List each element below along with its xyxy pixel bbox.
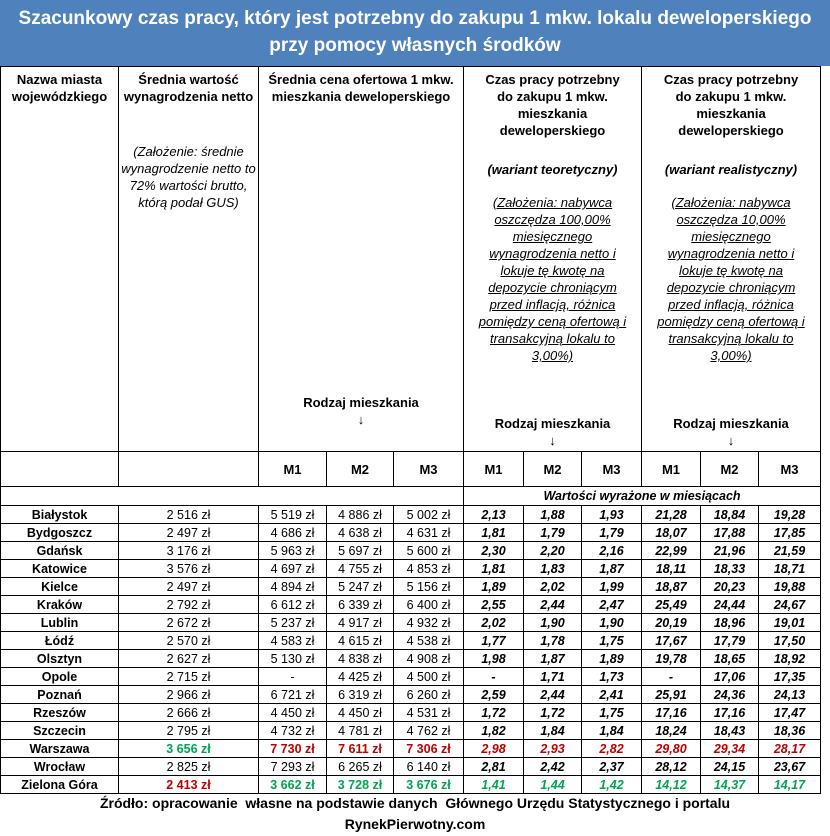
- cell-r3: 24,67: [759, 596, 821, 614]
- cell-t3: 1,99: [582, 578, 642, 596]
- cell-t2: 1,90: [524, 614, 582, 632]
- cell-city: Warszawa: [1, 740, 119, 758]
- cell-salary: 2 413 zł: [119, 776, 259, 794]
- table-row: [1, 704, 821, 722]
- cell-city: Kielce: [1, 578, 119, 596]
- cell-p2: 6 265 zł: [327, 758, 394, 776]
- cell-p1: 4 686 zł: [259, 524, 327, 542]
- cell-p2: 6 319 zł: [327, 686, 394, 704]
- cell-p2: 4 615 zł: [327, 632, 394, 650]
- cell-t1: 1,41: [464, 776, 524, 794]
- cell-r1: 18,24: [642, 722, 701, 740]
- header-time-realistic: Czas pracy potrzebny do zakupu 1 mkw. mieszkania deweloperskiego (wariant realistyczny) (Założenia: nabywca oszczędza 10,00% miesięcznego wynagrodzenia netto i lokuje tę kwotę na depozycie chroniącym przed inflacją, różnica pomiędzy ceną ofertową i transakcyjną lokalu to 3,00%) Rodzaj mieszkania ↓: [642, 67, 821, 452]
- cell-r3: 19,28: [759, 506, 821, 524]
- cell-p3: 4 853 zł: [394, 560, 464, 578]
- cell-p1: 5 130 zł: [259, 650, 327, 668]
- cell-r3: 17,47: [759, 704, 821, 722]
- header-salary: Średnia wartość wynagrodzenia netto (Założenie: średnie wynagrodzenie netto to 72% wartości brutto, którą podał GUS): [119, 67, 259, 452]
- cell-t2: 2,02: [524, 578, 582, 596]
- cell-city: Rzeszów: [1, 704, 119, 722]
- col-real-m1: M1: [642, 452, 701, 487]
- note-realistic: (Założenia: nabywca oszczędza 10,00% miesięcznego wynagrodzenia netto i lokuje tę kwotę na depozycie chroniącym przed inflacją, różnica pomiędzy ceną ofertową i transakcyjną lokalu to 3,00%): [657, 195, 805, 363]
- cell-r3: 23,67: [759, 758, 821, 776]
- cell-t1: 1,81: [464, 560, 524, 578]
- cell-t1: 2,30: [464, 542, 524, 560]
- cell-salary: 2 570 zł: [119, 632, 259, 650]
- cell-r1: -: [642, 668, 701, 686]
- cell-t3: 2,37: [582, 758, 642, 776]
- cell-p2: 4 450 zł: [327, 704, 394, 722]
- type-label-price: Rodzaj mieszkania: [303, 395, 419, 410]
- cell-p3: 3 676 zł: [394, 776, 464, 794]
- cell-t3: 2,82: [582, 740, 642, 758]
- cell-t3: 1,75: [582, 704, 642, 722]
- cell-salary: 2 516 zł: [119, 506, 259, 524]
- cell-city: Zielona Góra: [1, 776, 119, 794]
- cell-p1: 5 963 zł: [259, 542, 327, 560]
- cell-t1: 1,89: [464, 578, 524, 596]
- cell-t2: 2,42: [524, 758, 582, 776]
- cell-r2: 24,44: [701, 596, 759, 614]
- arrow-down-icon: ↓: [549, 433, 556, 448]
- cell-t3: 2,16: [582, 542, 642, 560]
- cell-p1: 7 730 zł: [259, 740, 327, 758]
- cell-t1: 1,82: [464, 722, 524, 740]
- cell-city: Łódź: [1, 632, 119, 650]
- cell-p2: 6 339 zł: [327, 596, 394, 614]
- table-row: [1, 686, 821, 704]
- cell-t3: 1,93: [582, 506, 642, 524]
- cell-r2: 18,43: [701, 722, 759, 740]
- cell-r1: 21,28: [642, 506, 701, 524]
- cell-t2: 2,44: [524, 596, 582, 614]
- cell-r3: 19,01: [759, 614, 821, 632]
- cell-r1: 25,91: [642, 686, 701, 704]
- cell-p3: 4 762 zł: [394, 722, 464, 740]
- table-row: [1, 650, 821, 668]
- units-label: Wartości wyrażone w miesiącach: [464, 487, 821, 506]
- cell-t3: 1,90: [582, 614, 642, 632]
- cell-r1: 17,16: [642, 704, 701, 722]
- cell-t1: 1,72: [464, 704, 524, 722]
- arrow-down-icon: ↓: [357, 412, 365, 427]
- cell-p3: 6 140 zł: [394, 758, 464, 776]
- cell-t2: 1,71: [524, 668, 582, 686]
- cell-p1: 7 293 zł: [259, 758, 327, 776]
- cell-p2: 3 728 zł: [327, 776, 394, 794]
- cell-r2: 17,06: [701, 668, 759, 686]
- cell-t1: 2,13: [464, 506, 524, 524]
- col-price-m1: M1: [259, 452, 327, 487]
- table-row: [1, 524, 821, 542]
- cell-p3: 4 932 zł: [394, 614, 464, 632]
- cell-salary: 2 795 zł: [119, 722, 259, 740]
- cell-r2: 17,79: [701, 632, 759, 650]
- table-title: Szacunkowy czas pracy, który jest potrzebny do zakupu 1 mkw. lokalu deweloperskiego przy pomocy własnych środków: [0, 0, 830, 66]
- salary-note: (Założenie: średnie wynagrodzenie netto to 72% wartości brutto, którą podał GUS): [121, 144, 256, 210]
- cell-salary: 3 656 zł: [119, 740, 259, 758]
- cell-t1: 2,02: [464, 614, 524, 632]
- cell-p1: -: [259, 668, 327, 686]
- cell-t1: 2,55: [464, 596, 524, 614]
- cell-r1: 18,11: [642, 560, 701, 578]
- cell-p3: 7 306 zł: [394, 740, 464, 758]
- cell-p1: 4 894 zł: [259, 578, 327, 596]
- cell-r3: 28,17: [759, 740, 821, 758]
- cell-t3: 1,75: [582, 632, 642, 650]
- cell-p2: 4 838 zł: [327, 650, 394, 668]
- col-theor-m3: M3: [582, 452, 642, 487]
- cell-r3: 17,35: [759, 668, 821, 686]
- cell-city: Bydgoszcz: [1, 524, 119, 542]
- cell-p3: 5 002 zł: [394, 506, 464, 524]
- cell-t2: 1,83: [524, 560, 582, 578]
- header-city-cont: [1, 452, 119, 487]
- header-city: Nazwa miasta wojewódzkiego: [1, 67, 119, 452]
- cell-t3: 1,87: [582, 560, 642, 578]
- cell-t3: 1,79: [582, 524, 642, 542]
- type-label-realistic: Rodzaj mieszkania: [673, 416, 789, 431]
- cell-salary: 2 966 zł: [119, 686, 259, 704]
- cell-salary: 3 176 zł: [119, 542, 259, 560]
- cell-t1: 2,59: [464, 686, 524, 704]
- col-price-m3: M3: [394, 452, 464, 487]
- cell-t2: 1,78: [524, 632, 582, 650]
- cell-r3: 18,36: [759, 722, 821, 740]
- note-theoretical: (Założenia: nabywca oszczędza 100,00% miesięcznego wynagrodzenia netto i lokuje tę kwotę na depozycie chroniącym przed inflacją, różnica pomiędzy ceną ofertową i transakcyjną lokalu to 3,00%): [478, 195, 627, 363]
- cell-city: Poznań: [1, 686, 119, 704]
- cell-salary: 2 666 zł: [119, 704, 259, 722]
- table-row: [1, 542, 821, 560]
- cell-p2: 4 425 zł: [327, 668, 394, 686]
- cell-t3: 2,41: [582, 686, 642, 704]
- cell-t1: 2,98: [464, 740, 524, 758]
- cell-p3: 5 156 zł: [394, 578, 464, 596]
- cell-p3: 4 631 zł: [394, 524, 464, 542]
- cell-t3: 1,73: [582, 668, 642, 686]
- cell-t2: 2,20: [524, 542, 582, 560]
- table-row: [1, 596, 821, 614]
- cell-p1: 6 612 zł: [259, 596, 327, 614]
- cell-t3: 1,89: [582, 650, 642, 668]
- cell-t1: 1,77: [464, 632, 524, 650]
- cell-t2: 2,93: [524, 740, 582, 758]
- cell-p3: 6 400 zł: [394, 596, 464, 614]
- cell-salary: 2 497 zł: [119, 524, 259, 542]
- variant-realistic: (wariant realistyczny): [664, 162, 798, 177]
- source-footer: [0, 793, 830, 835]
- cell-r1: 20,19: [642, 614, 701, 632]
- cell-salary: 3 576 zł: [119, 560, 259, 578]
- cell-t3: 1,84: [582, 722, 642, 740]
- col-price-m2: M2: [327, 452, 394, 487]
- cell-r1: 19,78: [642, 650, 701, 668]
- cell-r3: 17,50: [759, 632, 821, 650]
- arrow-down-icon: ↓: [727, 433, 735, 448]
- cell-t2: 1,87: [524, 650, 582, 668]
- cell-r2: 18,84: [701, 506, 759, 524]
- cell-city: Lublin: [1, 614, 119, 632]
- col-theor-m1: M1: [464, 452, 524, 487]
- cell-r2: 29,34: [701, 740, 759, 758]
- cell-city: Olsztyn: [1, 650, 119, 668]
- cell-r1: 18,87: [642, 578, 701, 596]
- cell-p1: 3 662 zł: [259, 776, 327, 794]
- table-row: [1, 614, 821, 632]
- cell-salary: 2 792 zł: [119, 596, 259, 614]
- table-row: [1, 740, 821, 758]
- cell-r2: 17,88: [701, 524, 759, 542]
- data-table: [0, 66, 821, 794]
- cell-r3: 24,13: [759, 686, 821, 704]
- cell-r2: 24,15: [701, 758, 759, 776]
- col-real-m2: M2: [701, 452, 759, 487]
- header-salary-cont: [119, 452, 259, 487]
- table-row: [1, 632, 821, 650]
- header-price: Średnia cena ofertowa 1 mkw. mieszkania deweloperskiego Rodzaj mieszkania ↓: [259, 67, 464, 452]
- cell-r1: 18,07: [642, 524, 701, 542]
- cell-city: Białystok: [1, 506, 119, 524]
- cell-t1: 1,81: [464, 524, 524, 542]
- cell-p3: 4 908 zł: [394, 650, 464, 668]
- cell-r2: 14,37: [701, 776, 759, 794]
- cell-p1: 5 237 zł: [259, 614, 327, 632]
- cell-t2: 1,44: [524, 776, 582, 794]
- col-real-m3: M3: [759, 452, 821, 487]
- cell-p3: 4 531 zł: [394, 704, 464, 722]
- cell-salary: 2 672 zł: [119, 614, 259, 632]
- footer-line-2: RynekPierwotny.com: [344, 816, 486, 832]
- cell-p1: 4 583 zł: [259, 632, 327, 650]
- cell-city: Wrocław: [1, 758, 119, 776]
- cell-p2: 7 611 zł: [327, 740, 394, 758]
- cell-r1: 28,12: [642, 758, 701, 776]
- cell-p3: 5 600 zł: [394, 542, 464, 560]
- cell-r1: 25,49: [642, 596, 701, 614]
- cell-t2: 1,72: [524, 704, 582, 722]
- table-row: [1, 506, 821, 524]
- cell-t1: 1,98: [464, 650, 524, 668]
- cell-t2: 2,44: [524, 686, 582, 704]
- cell-city: Katowice: [1, 560, 119, 578]
- cell-r3: 18,71: [759, 560, 821, 578]
- table-row: [1, 578, 821, 596]
- cell-t2: 1,88: [524, 506, 582, 524]
- cell-p3: 4 538 zł: [394, 632, 464, 650]
- cell-r2: 24,36: [701, 686, 759, 704]
- variant-theoretical: (wariant teoretyczny): [487, 162, 618, 177]
- cell-r3: 19,88: [759, 578, 821, 596]
- cell-r1: 14,12: [642, 776, 701, 794]
- cell-p1: 4 732 zł: [259, 722, 327, 740]
- cell-salary: 2 627 zł: [119, 650, 259, 668]
- cell-r3: 18,92: [759, 650, 821, 668]
- cell-r2: 18,96: [701, 614, 759, 632]
- cell-p2: 4 886 zł: [327, 506, 394, 524]
- cell-p2: 4 638 zł: [327, 524, 394, 542]
- cell-r2: 17,16: [701, 704, 759, 722]
- cell-t1: 2,81: [464, 758, 524, 776]
- footer-line-1: Źródło: opracowanie własne na podstawie danych Głównego Urzędu Statystycznego i portalu: [99, 795, 731, 811]
- cell-t2: 1,84: [524, 722, 582, 740]
- table-row: [1, 668, 821, 686]
- cell-r2: 18,33: [701, 560, 759, 578]
- table-row: [1, 758, 821, 776]
- cell-city: Szczecin: [1, 722, 119, 740]
- cell-r2: 21,96: [701, 542, 759, 560]
- cell-p3: 6 260 zł: [394, 686, 464, 704]
- table-row: [1, 722, 821, 740]
- cell-p1: 5 519 zł: [259, 506, 327, 524]
- cell-p1: 6 721 zł: [259, 686, 327, 704]
- cell-salary: 2 497 zł: [119, 578, 259, 596]
- cell-salary: 2 715 zł: [119, 668, 259, 686]
- units-spacer: [1, 487, 464, 506]
- cell-p1: 4 697 zł: [259, 560, 327, 578]
- table-row: [1, 776, 821, 794]
- col-theor-m2: M2: [524, 452, 582, 487]
- cell-p3: 4 500 zł: [394, 668, 464, 686]
- cell-r1: 29,80: [642, 740, 701, 758]
- cell-r1: 22,99: [642, 542, 701, 560]
- cell-r3: 14,17: [759, 776, 821, 794]
- cell-p2: 4 755 zł: [327, 560, 394, 578]
- cell-t3: 1,42: [582, 776, 642, 794]
- cell-p2: 5 697 zł: [327, 542, 394, 560]
- cell-t2: 1,79: [524, 524, 582, 542]
- cell-salary: 2 825 zł: [119, 758, 259, 776]
- cell-p2: 4 917 zł: [327, 614, 394, 632]
- cell-p1: 4 450 zł: [259, 704, 327, 722]
- cell-r2: 20,23: [701, 578, 759, 596]
- cell-r3: 21,59: [759, 542, 821, 560]
- cell-city: Opole: [1, 668, 119, 686]
- header-time-theoretical: Czas pracy potrzebny do zakupu 1 mkw. mieszkania deweloperskiego (wariant teoretyczny) (Założenia: nabywca oszczędza 100,00% miesięcznego wynagrodzenia netto i lokuje tę kwotę na depozycie chroniącym przed inflacją, różnica pomiędzy ceną ofertową i transakcyjną lokalu to 3,00%) Rodzaj mieszkania ↓: [464, 67, 642, 452]
- cell-p2: 4 781 zł: [327, 722, 394, 740]
- cell-r2: 18,65: [701, 650, 759, 668]
- cell-p2: 5 247 zł: [327, 578, 394, 596]
- table-row: [1, 560, 821, 578]
- cell-city: Gdańsk: [1, 542, 119, 560]
- cell-r3: 17,85: [759, 524, 821, 542]
- cell-t1: -: [464, 668, 524, 686]
- table-body: [1, 506, 821, 794]
- type-label-theoretical: Rodzaj mieszkania: [494, 416, 611, 431]
- cell-city: Kraków: [1, 596, 119, 614]
- cell-t3: 2,47: [582, 596, 642, 614]
- cell-r1: 17,67: [642, 632, 701, 650]
